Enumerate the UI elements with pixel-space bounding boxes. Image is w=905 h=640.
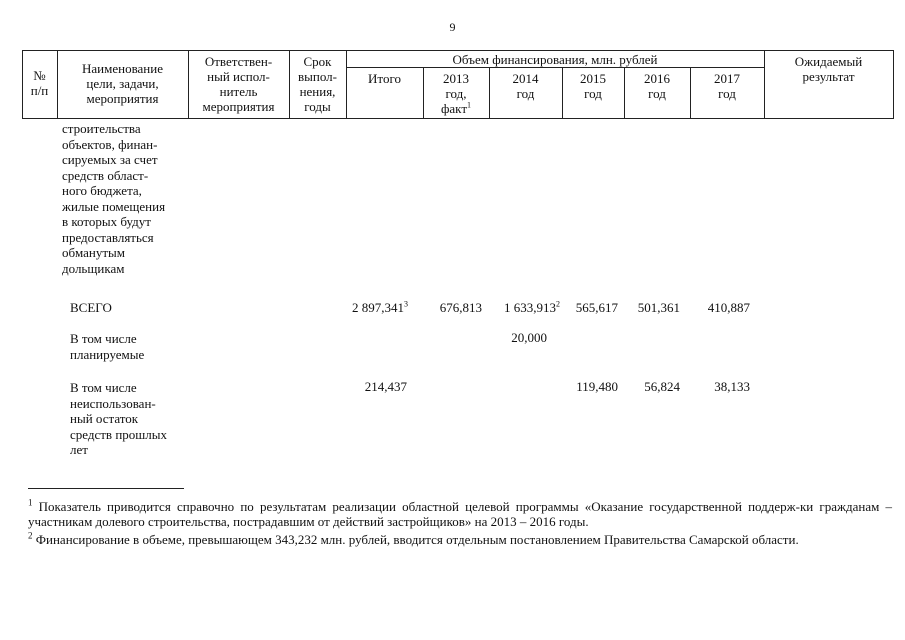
header-2013-label: 2013 год, факт — [440, 71, 469, 116]
row-planned-2014: 20,000 — [511, 330, 547, 345]
row-total-itogo-mark: 3 — [404, 299, 408, 309]
footnote-1 — [28, 499, 892, 529]
footnote-2 — [28, 532, 892, 547]
row-total-2017: 410,887 — [707, 300, 750, 315]
page-number: 9 — [449, 20, 456, 34]
row-total-2016: 501,361 — [637, 300, 680, 315]
header-2014: 2014 год — [512, 71, 539, 101]
footnote-1-text: Показатель приводится справочно по результатам реализации областной целевой программы «Оказание государственной поддерж-ки гражданам – участникам долевого строительства, пострадавшим от действий застройщиков» на 2013 – 2016 годы. — [28, 499, 892, 529]
row-total-itogo — [352, 300, 408, 315]
row-total-2014 — [504, 300, 560, 315]
footnote-separator — [28, 488, 184, 489]
header-term: Срок выпол- нения, годы — [298, 54, 337, 114]
continuation-text: строительства объектов, финан- сируемых за счет средств област- ного бюджета, жилые помещения в которых будут предоставляться обманутым дольщикам — [62, 121, 166, 276]
row-total-itogo-value: 2 897,341 — [352, 300, 404, 315]
row-unused-itogo: 214,437 — [364, 379, 407, 394]
header-2013-footnote-mark: 1 — [467, 100, 472, 110]
row-total-2015: 565,617 — [575, 300, 618, 315]
header-2013 — [423, 71, 489, 116]
header-2016: 2016 год — [644, 71, 670, 101]
row-unused-2015: 119,480 — [576, 379, 618, 394]
row-total-label: ВСЕГО — [70, 300, 112, 315]
row-unused-2017: 38,133 — [714, 379, 750, 394]
row-planned-label: В том числе планируемые — [70, 331, 145, 362]
footnote-2-mark: 2 — [28, 530, 33, 541]
row-total-2014-value: 1 633,913 — [504, 300, 556, 315]
header-financing-title: Объем финансирования, млн. рублей — [452, 52, 658, 67]
row-unused-2016: 56,824 — [644, 379, 680, 394]
row-total-2014-mark: 2 — [556, 299, 560, 309]
footnote-1-mark: 1 — [28, 497, 33, 508]
header-responsible: Ответствен- ный испол- нитель мероприятия — [202, 54, 275, 114]
footnote-2-text: Финансирование в объеме, превышающем 343,232 млн. рублей, вводится отдельным постановлением Правительства Самарской области. — [32, 532, 799, 547]
header-name: Наименование цели, задачи, мероприятия — [82, 61, 163, 106]
header-2015: 2015 год — [580, 71, 606, 101]
header-total: Итого — [368, 71, 401, 86]
row-total-2013: 676,813 — [439, 300, 482, 315]
row-unused-label: В том числе неиспользован- ный остаток средств прошлых лет — [70, 380, 168, 457]
header-2017: 2017 год — [714, 71, 740, 101]
header-num: № п/п — [30, 68, 49, 98]
header-result: Ожидаемый результат — [794, 54, 863, 84]
